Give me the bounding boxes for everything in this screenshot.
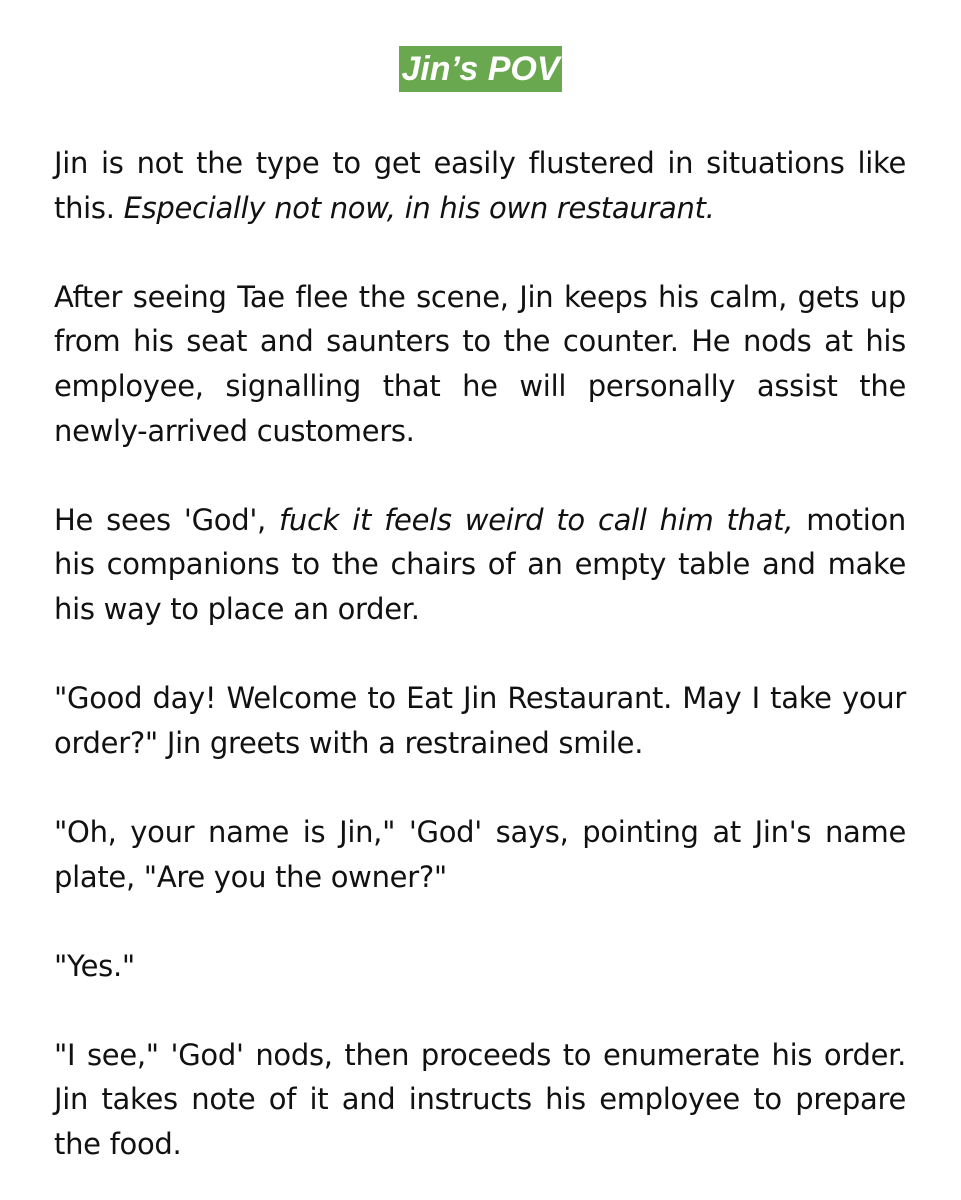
paragraph-6: "Yes.": [54, 948, 135, 983]
title-container: [0, 46, 961, 92]
paragraph-1-text: Jin is not the type to get easily flustered in situations like this.: [54, 146, 906, 225]
paragraph-2: After seeing Tae flee the scene, Jin keeps his calm, gets up from his seat and saunters to the counter. He nods at his employee, signalling that he will personally assist the newly-arrived customers.: [54, 279, 906, 448]
paragraph-3-text-end: motion his companions to the chairs of an empty table and make his way to place an order.: [54, 502, 906, 626]
paragraph-3: [54, 498, 906, 632]
paragraph-1: [54, 141, 906, 230]
paragraph-3-text-start: He sees 'God',: [54, 502, 280, 537]
paragraph-3-italic: fuck it feels weird to call him that,: [279, 502, 794, 537]
paragraph-4: "Good day! Welcome to Eat Jin Restaurant. May I take your order?" Jin greets with a restrained smile.: [54, 681, 906, 760]
paragraph-5: "Oh, your name is Jin," 'God' says, pointing at Jin's name plate, "Are you the owner?": [54, 814, 906, 894]
paragraph-1-italic: Especially not now, in his own restaurant.: [123, 190, 715, 225]
pov-heading: Jin’s POV: [399, 46, 561, 92]
paragraph-7: "I see," 'God' nods, then proceeds to enumerate his order. Jin takes note of it and instructs his employee to prepare the food.: [54, 1037, 906, 1162]
story-body: [54, 141, 906, 1167]
